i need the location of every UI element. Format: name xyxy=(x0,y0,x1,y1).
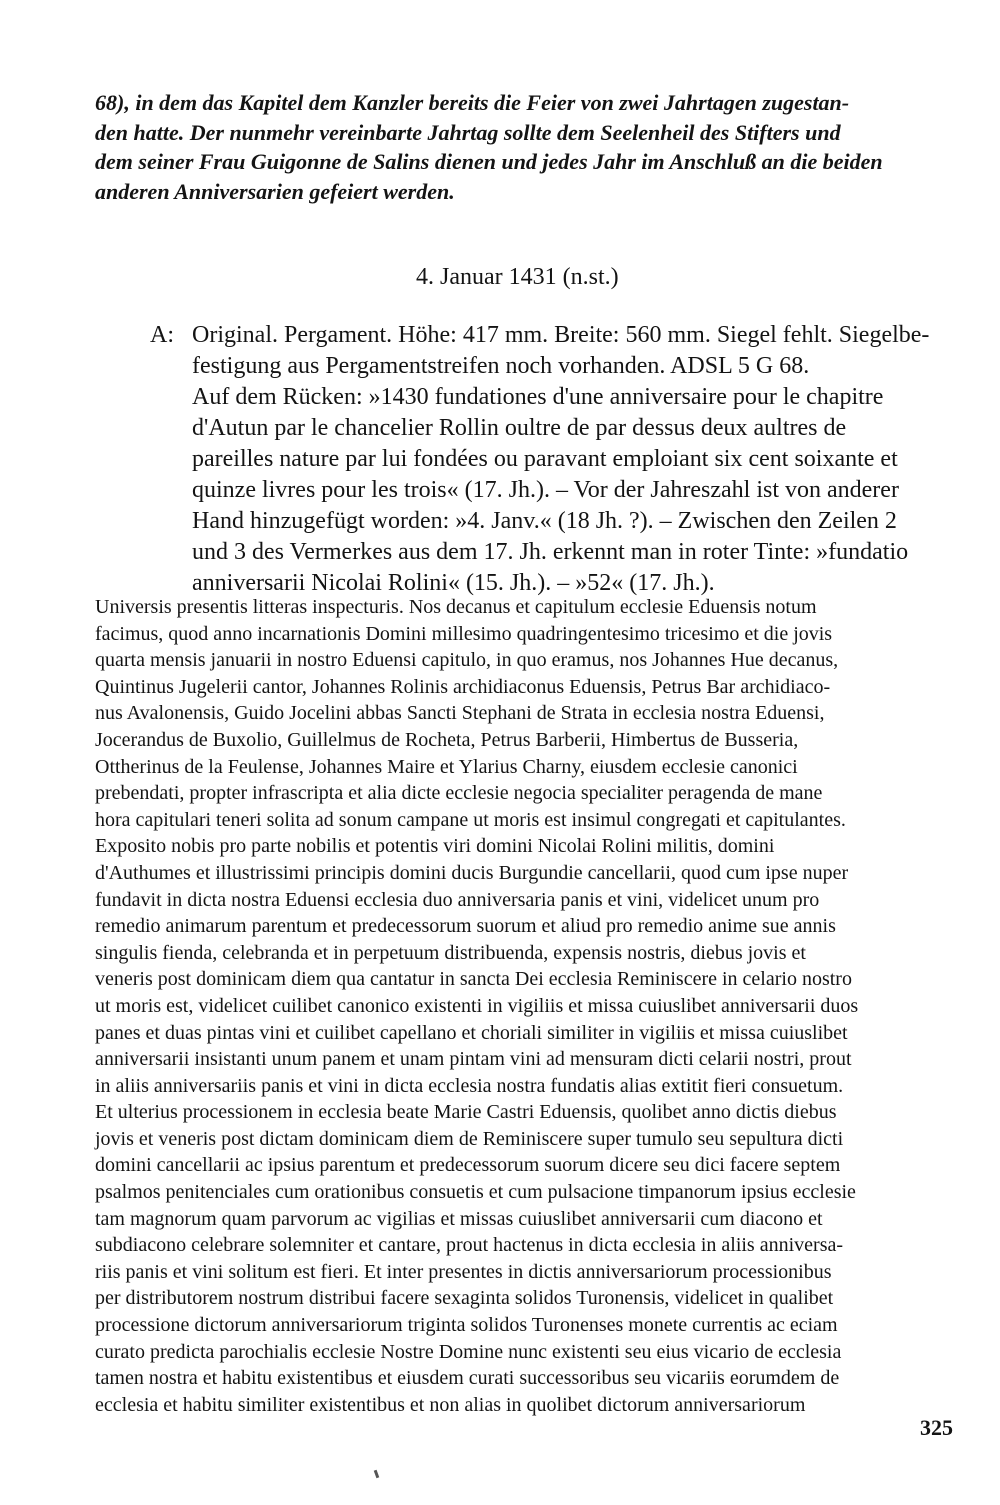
source-label: A: xyxy=(150,322,174,348)
description-line: pareilles nature par lui fondées ou paravant emploiant six cent soixante et xyxy=(192,446,898,472)
text-line: domini cancellarii ac ipsius parentum et predecessorum suorum dicere seu dici facere septem xyxy=(95,1154,841,1177)
description-line: Auf dem Rücken: »1430 fundationes d'une anniversaire pour le chapitre xyxy=(192,384,884,410)
description-line: anniversarii Nicolai Rolini« (15. Jh.). – »52« (17. Jh.). xyxy=(192,570,715,596)
text-line: remedio animarum parentum et predecessorum suorum et aliud pro remedio anime sue annis xyxy=(95,915,836,938)
text-line: quarta mensis januarii in nostro Eduensi capitulo, in quo eramus, nos Johannes Hue decanus, xyxy=(95,649,839,672)
description-line: Hand hinzugefügt worden: »4. Janv.« (18 Jh. ?). – Zwischen den Zeilen 2 xyxy=(192,508,897,534)
text-line: nus Avalonensis, Guido Jocelini abbas Sancti Stephani de Strata in ecclesia nostra Eduensi, xyxy=(95,702,825,725)
text-line: tamen nostra et habitu existentibus et eiusdem curati successoribus seu vicariis eorumdem de xyxy=(95,1367,840,1390)
text-line: fundavit in dicta nostra Eduensi ecclesia duo anniversaria panis et vini, videlicet unum pro xyxy=(95,888,820,911)
intro-line: den hatte. Der nunmehr vereinbarte Jahrtag sollte dem Seelenheil des Stifters und xyxy=(95,119,841,145)
text-line: facimus, quod anno incarnationis Domini millesimo quadringentesimo tricesimo et die jovis xyxy=(95,622,833,645)
text-line: veneris post dominicam diem qua cantatur in sancta Dei ecclesia Reminiscere in celario nostro xyxy=(95,968,852,991)
intro-line: dem seiner Frau Guigonne de Salins dienen und jedes Jahr im Anschluß an die beiden xyxy=(95,149,883,174)
text-line: in aliis anniversariis panis et vini in dicta ecclesia nostra fundatis alias extitit fieri consuetum. xyxy=(95,1074,844,1097)
text-line: subdiacono celebrare solemniter et cantare, prout hactenus in dicta ecclesia in aliis anniversa- xyxy=(95,1234,844,1257)
text-line: processione dictorum anniversariorum triginta solidos Turonenses monete currentis ac eciam xyxy=(95,1314,838,1337)
text-line: Universis presentis litteras inspecturis. Nos decanus et capitulum ecclesie Eduensis notum xyxy=(95,596,817,618)
intro-paragraph xyxy=(95,88,965,206)
text-line: d'Authumes et illustrissimi principis domini ducis Burgundie cancellarii, quod cum ipse nuper xyxy=(95,861,849,884)
text-line: ecclesia et habitu similiter existentibus et non alias in quolibet dictorum anniversariorum xyxy=(95,1393,806,1416)
page-number: 325 xyxy=(920,1415,953,1440)
description-line: d'Autun par le chancelier Rollin oultre de par dessus deux aultres de xyxy=(192,415,847,441)
charter-text xyxy=(95,594,965,1418)
text-line: Exposito nobis pro parte nobilis et potentis viri domini Nicolai Rolini militis, domini xyxy=(95,835,775,858)
text-line: Et ulterius processionem in ecclesia beate Marie Castri Eduensis, quolibet anno dictis diebus xyxy=(95,1101,837,1124)
text-line: psalmos penitenciales cum orationibus consuetis et cum pulsacione timpanorum ipsius ecclesie xyxy=(95,1181,856,1204)
text-line: Jocerandus de Buxolio, Guillelmus de Rocheta, Petrus Barberii, Himbertus de Busseria, xyxy=(95,728,799,751)
text-line: tam magnorum quam parvorum ac vigilias et missas cuiuslibet anniversarii cum diacono et xyxy=(95,1207,823,1230)
text-line: Quintinus Jugelerii cantor, Johannes Rolinis archidiaconus Eduensis, Petrus Bar archidiaco- xyxy=(95,675,831,698)
text-line: Ottherinus de la Feulense, Johannes Maire et Ylarius Charny, eiusdem ecclesie canonici xyxy=(95,755,798,778)
text-line: prebendati, propter infrascripta et alia dicte ecclesie negocia specialiter peragenda de mane xyxy=(95,782,823,805)
intro-line: anderen Anniversarien gefeiert werden. xyxy=(95,178,455,204)
print-speck xyxy=(374,1470,380,1479)
text-line: singulis fienda, celebranda et in perpetuum distribuenda, expensis nostris, diebus jovis et xyxy=(95,941,806,964)
date-heading: 4. Januar 1431 (n.st.) xyxy=(416,264,619,290)
text-line: panes et duas pintas vini et cuilibet capellano et choriali similiter in vigiliis et missa cuiuslibet xyxy=(95,1021,848,1044)
text-line: per distributorem nostrum distribui facere sexaginta solidos Turonensis, videlicet in qualibet xyxy=(95,1287,834,1310)
text-line: jovis et veneris post dictam dominicam diem de Reminiscere super tumulo seu sepultura dicti xyxy=(95,1127,844,1150)
text-line: ut moris est, videlicet cuilibet canonico existenti in vigiliis et missa cuiuslibet anniversarii duos xyxy=(95,994,859,1017)
text-line: curato predicta parochialis ecclesie Nostre Domine nunc existenti seu eius vicario de ecclesia xyxy=(95,1340,842,1363)
source-description-text xyxy=(192,320,970,599)
text-line: anniversarii insistanti unum panem et unam pintam vini ad mensuram dicti celarii nostri, prout xyxy=(95,1048,852,1071)
intro-line: 68), in dem das Kapitel dem Kanzler bereits die Feier von zwei Jahrtagen zugestan- xyxy=(95,90,850,115)
description-line: und 3 des Vermerkes aus dem 17. Jh. erkennt man in roter Tinte: »fundatio xyxy=(192,539,909,565)
text-line: riis panis et vini solitum est fieri. Et inter presentes in dictis anniversariorum processionibus xyxy=(95,1260,832,1283)
description-line: quinze livres pour les trois« (17. Jh.). – Vor der Jahreszahl ist von anderer xyxy=(192,477,899,503)
text-line: hora capitulari teneri solita ad sonum campane ut moris est insimul congregati et capitulantes. xyxy=(95,808,846,831)
description-line: festigung aus Pergamentstreifen noch vorhanden. ADSL 5 G 68. xyxy=(192,353,810,379)
description-line: Original. Pergament. Höhe: 417 mm. Breite: 560 mm. Siegel fehlt. Siegelbe- xyxy=(192,322,930,348)
